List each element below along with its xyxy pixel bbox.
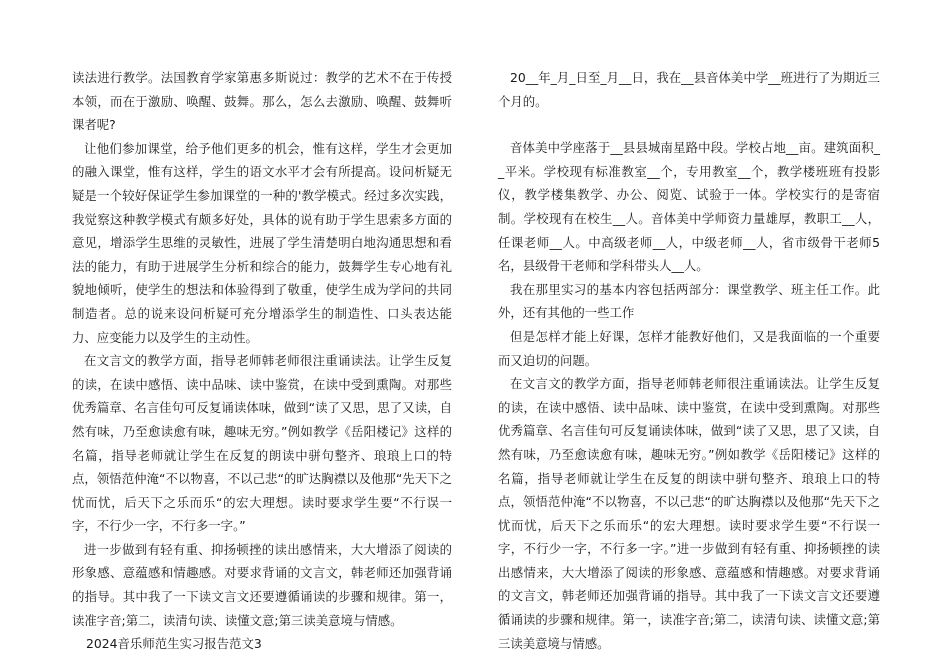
left-column [72,66,452,656]
left-paragraph-3: 在文言文的教学方面，指导老师韩老师很注重诵读法。让学生反复的读，在读中感悟、读中品味、读中鉴赏，在读中受到熏陶。对那些优秀篇章、名言佳句可反复诵读体味，做到“读了又思，思了又读，自然有味，乃至愈读愈有味，趣味无穷。”例如教学《岳阳楼记》这样的名篇，指导老师就让学生在反复的朗读中骈句整齐、琅琅上口的特点，领悟范仲淹“不以物喜，不以己悲“的旷达胸襟以及他那“先天下之忧而忧，后天下之乐而乐“的宏大理想。读时要求学生要“不行误一字，不行少一字，不行多一字。” [72,353,452,534]
right-paragraph-5: 在文言文的教学方面，指导老师韩老师很注重诵读法。让学生反复的读，在读中感悟、读中品味、读中鉴赏，在读中受到熏陶。对那些优秀篇章、名言佳句可反复诵读体味，做到“读了又思，思了又读，自然有味，乃至愈读愈有味，趣味无穷。”例如教学《岳阳楼记》这样的名篇，指导老师就让学生在反复的朗读中骈句整齐、琅琅上口的特点，领悟范仲淹“不以物喜，不以己悲“的旷达胸襟以及他那“先天下之忧而忧，后天下之乐而乐“的宏大理想。读时要求学生要“不行误一字，不行少一字，不行多一字。”进一步做到有轻有重、抑扬顿挫的读出感情来，大大增添了阅读的形象感、意蕴感和情趣感。对要求背诵的文言文，韩老师还加强背诵的指导。其中我了一下读文言文还要遵循诵读的步骤和规律。第一，读准字音;第二，读清句读、读懂文意;第三读美意境与情感。 [498,376,880,651]
right-paragraph-1: 20__年_月_日至_月__日，我在__县音体美中学__班进行了为期近三个月的。 [498,70,880,109]
right-paragraph-2: 音体美中学座落于__县县城南星路中段。学校占地__亩。建筑面积__平米。学校现有标准教室__个，专用教室__个，教学楼班班有投影仪，教学楼集教学、办公、阅览、试验于一体。学校实行的是寄宿制。学校现有在校生__人。音体美中学师资力量雄厚，教职工__人，任课老师__人。中高级老师__人，中级老师__人，省市级骨干老师5名，县级骨干老师和学科带头人__人。 [498,140,880,274]
section-heading: 2024音乐师范生实习报告范文3 [86,636,262,652]
right-column [498,66,880,655]
left-paragraph-4: 进一步做到有轻有重、抑扬顿挫的读出感情来，大大增添了阅读的形象感、意蕴感和情趣感。对要求背诵的文言文，韩老师还加强背诵的指导。其中我了一下读文言文还要遵循诵读的步骤和规律。第一，读准字音;第二，读清句读、读懂文意;第三读美意境与情感。 [72,541,452,628]
left-paragraph-1: 读法进行教学。法国教育学家第惠多斯说过：教学的艺术不在于传授本领，而在于激励、唤醒、鼓舞。那么，怎么去激励、唤醒、鼓舞听课者呢? [72,70,452,133]
left-paragraph-2: 让他们参加课堂，给予他们更多的机会，惟有这样，学生才会更加的融入课堂，惟有这样，学生的语文水平才会有所提高。设问析疑无疑是一个较好保证学生参加课堂的一种的'教学模式。经过多次实践，我觉察这种教学模式有颇多好处，具体的说有助于学生思索多方面的意见，增添学生思维的灵敏性，进展了学生清楚明白地沟通思想和看法的能力，有助于进展学生分析和综合的能力，鼓舞学生专心地有礼貌地倾听，使学生的想法和体验得到了敬重，使学生成为学问的共同制造者。总的说来设问析疑可充分增添学生的制造性、口头表达能力、应变能力以及学生的主动性。 [72,140,452,345]
right-paragraph-4: 但是怎样才能上好课，怎样才能教好他们，又是我面临的一个重要而又迫切的问题。 [498,328,880,368]
right-paragraph-3: 我在那里实习的基本内容包括两部分：课堂教学、班主任工作。此外，还有其他的一些工作 [498,281,880,321]
